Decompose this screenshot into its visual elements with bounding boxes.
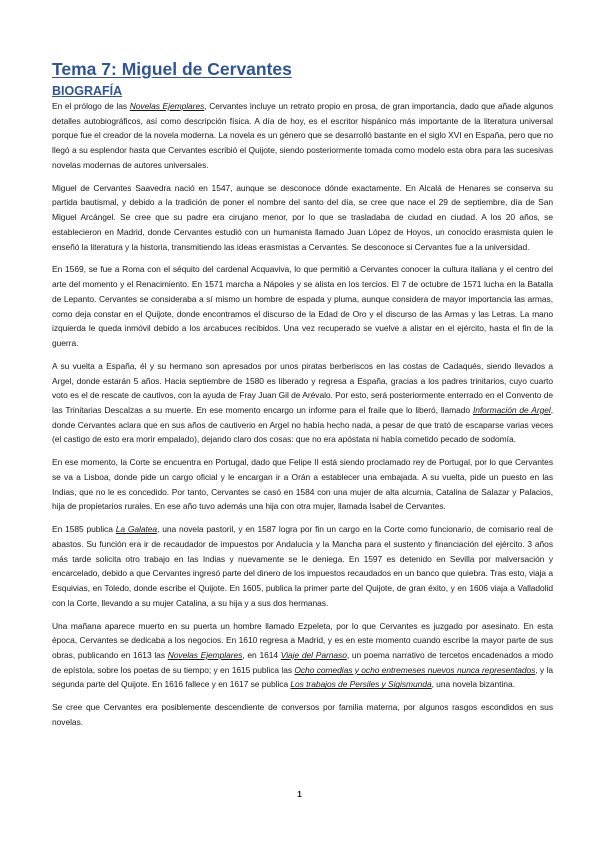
work-title: La Galatea bbox=[115, 524, 158, 535]
paragraph-text: , en 1614 bbox=[242, 650, 281, 661]
work-title: Información de Argel bbox=[472, 404, 551, 415]
paragraph-text: , y la segunda parte del Quijote. En 1616 fallece y en 1617 se publica bbox=[52, 664, 553, 690]
paragraph bbox=[52, 455, 553, 514]
paragraph-text: En 1585 publica bbox=[52, 524, 116, 535]
document-title: Tema 7: Miguel de Cervantes bbox=[52, 59, 292, 79]
work-title: Novelas Ejemplares bbox=[167, 650, 243, 661]
paragraph bbox=[52, 522, 553, 610]
paragraph-text: Se cree que Cervantes era posiblemente descendiente de conversos por familia materna, por algunos rasgos escondidos en sus novelas. bbox=[52, 702, 553, 728]
paragraph-text: En ese momento, la Corte se encuentra en Portugal, dado que Felipe II está siendo proclamado rey de Portugal, por lo que Cervantes se va a Lisboa, donde pide un cargo oficial y le encargan ir a Orán a establecer una embajada. A su vuelta, pide un puesto en las Indias, que no le es concedido. Por tanto, Cervantes se casó en 1584 con una mujer de alta alcurnia, Catalina de Salazar y Palacios, hija de propietarios rurales. En ese año tuvo además una hija con otra mujer, llamada Isabel de Cervantes. bbox=[52, 457, 553, 512]
section-heading: BIOGRAFÍA bbox=[52, 84, 123, 98]
paragraph-text: , un poema narrativo de tercetos encadenados a modo de epístola, sobre los poetas de su tiempo; y en 1615 publica las bbox=[52, 650, 553, 675]
page-number: 1 bbox=[297, 789, 302, 799]
paragraph-text: , donde Cervantes aclara que en sus años de cautiverio en Argel no había hecho nada, a pesar de que trató de escaparse varias veces (el castigo de esto era morir empalado), dejando claro dos cosas: que no era apóstata ni había cometido pecado de sodomía. bbox=[52, 404, 553, 445]
paragraph bbox=[52, 181, 553, 255]
paragraph bbox=[52, 619, 553, 693]
paragraph-text: , una novela pastoril, y en 1587 logra por fin un cargo en la Corte como funcionario, de comisario real de abastos. Su función era ir de recaudador de impuestos por Andalucía y la Mancha para el sustento y financiación del ejército. 3 años más tarde solicita otro trabajo en las Indias y nuevamente se le deniega. En 1597 es detenido en Sevilla por malversación y encarcelado, debido a que Cervantes ingresó parte del dinero de los impuestos recaudados en un banco que quiebra. Tras esto, viaja a Esquivias, en Toledo, donde escribe el Quijote. En 1605, publica la primer parte del Quijote, de gran éxito, y en 1606 viaja a Valladolid con la Corte, llevando a su mujer Catalina, a su hija y a sus dos hermanas. bbox=[52, 524, 554, 608]
paragraph bbox=[52, 359, 553, 447]
work-title: Novelas Ejemplares bbox=[129, 101, 205, 111]
paragraph-text: , una novela bizantina. bbox=[431, 679, 515, 690]
work-title: Viaje del Parnaso bbox=[280, 650, 347, 661]
paragraph-text: , Cervantes incluye un retrato propio en prosa, de gran importancia, dado que añade algunos detalles autobiográficos, así como descripción física. A día de hoy, es el escritor hispánico más importante de la literatura universal porque fue el creador de la novela moderna. La novela es un género que se desarrolló bastante en el siglo XVI en España, pero que no llegó a su esplendor hasta que Cervantes escribió el Quijote, siendo posteriormente tomada como modelo esta obra para las sucesivas novelas modernas de autores universales. bbox=[52, 101, 553, 170]
paragraph-text: Miguel de Cervantes Saavedra nació en 1547, aunque se desconoce dónde exactamente. En Alcalá de Henares se conserva su partida bautismal, y debido a la tradición de poner el nombre del santo del día, se cree que nace el 29 de septiembre, día de San Miguel Arcángel. Se cree que su padre era cirujano menor, por lo que se trasladaba de ciudad en ciudad. A los 20 años, se establecieron en Madrid, donde Cervantes estudió con un humanista llamado Juan López de Hoyos, un conocido erasmista quien le enseñó la literatura y la historia, transmitiendo las ideas erasmistas a Cervantes. Se desconoce si Cervantes fue a la universidad. bbox=[52, 182, 553, 252]
body-text bbox=[52, 99, 553, 730]
paragraph-text: En 1569, se fue a Roma con el séquito del cardenal Acquaviva, lo que permitió a Cervantes conocer la cultura italiana y el centro del arte del momento y el Renacimiento. En 1571 marcha a Nápoles y se alista en los tercios. El 7 de octubre de 1571 lucha en la Batalla de Lepanto. Cervantes se consideraba a sí mismo un hombre de espada y pluma, aunque considera de mayor importancia las armas, como deja constar en el Quijote, donde encontramos el discurso de la Edad de Oro y el discurso de las Armas y las Letras. La mano izquierda le queda inmóvil debido a los arcabuces recibidos. Una vez recuperado se vuelve a alistar en el ejército, hasta el fin de la guerra. bbox=[52, 264, 553, 348]
document-page bbox=[52, 58, 553, 738]
paragraph bbox=[52, 99, 553, 173]
paragraph bbox=[52, 262, 553, 350]
paragraph-text: A su vuelta a España, él y su hermano son apresados por unos piratas berberiscos en las costas de Cadaqués, siendo llevados a Argel, donde estarán 5 años. Hacia septiembre de 1580 es liberado y regresa a España, gracias a los padres trinitarios, cuyo cuarto voto es el de rescate de cautivos, con la ayuda de Fray Juan Gil de Arévalo. Por esto, será posteriormente enterrado en el Convento de las Trinitarias Descalzas a su muerte. En ese momento encargo un informe para el fraile que lo liberó, llamado bbox=[52, 360, 553, 415]
paragraph-text: En el prólogo de las bbox=[52, 101, 130, 111]
paragraph-text: Una mañana aparece muerto en su puerta un hombre llamado Ezpeleta, por lo que Cervantes es juzgado por asesinato. En esta época, Cervantes se dedicaba a los negocios. En 1610 regresa a Madrid, y es en este momento cuando escribe la mayor parte de sus obras, publicando en 1613 las bbox=[52, 620, 553, 661]
work-title: Ocho comedias y ocho entremeses nuevos nunca representados bbox=[294, 664, 536, 675]
work-title: Los trabajos de Persiles y Sigismunda bbox=[290, 679, 432, 690]
paragraph bbox=[52, 700, 553, 729]
